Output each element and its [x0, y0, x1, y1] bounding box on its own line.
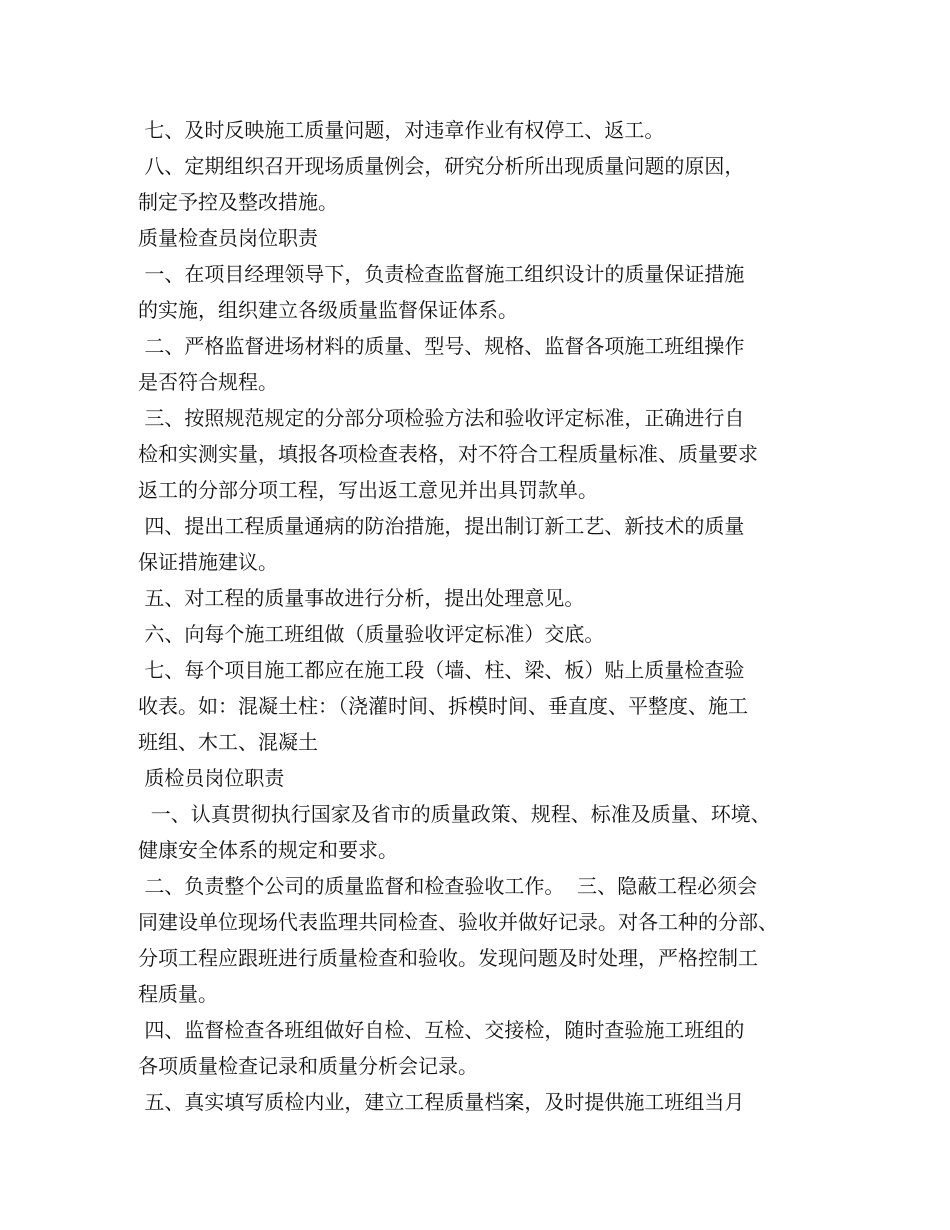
text-line: 三、按照规范规定的分部分项检验方法和验收评定标准，正确进行自 [138, 406, 745, 430]
section-heading: 质量检查员岗位职责 [138, 226, 318, 250]
text-line: 一、认真贯彻执行国家及省市的质量政策、规程、标准及质量、环境、 [138, 802, 771, 826]
text-line: 收表。如：混凝土柱：（浇灌时间、拆模时间、垂直度、平整度、施工 [138, 694, 748, 718]
text-line: 八、定期组织召开现场质量例会，研究分析所出现质量问题的原因， [138, 154, 745, 178]
text-line: 健康安全体系的规定和要求。 [138, 838, 398, 862]
text-line: 五、真实填写质检内业，建立工程质量档案，及时提供施工班组当月 [138, 1090, 745, 1114]
text-line: 六、向每个施工班组做（质量验收评定标准）交底。 [138, 622, 605, 646]
text-line: 检和实测实量，填报各项检查表格，对不符合工程质量标准、质量要求 [138, 442, 758, 466]
text-line: 保证措施建议。 [138, 550, 278, 574]
text-line: 七、每个项目施工都应在施工段（墙、柱、梁、板）贴上质量检查验 [138, 658, 745, 682]
section-heading: 质检员岗位职责 [138, 766, 285, 790]
text-line: 一、在项目经理领导下，负责检查监督施工组织设计的质量保证措施 [138, 262, 745, 286]
text-line: 程质量。 [138, 982, 218, 1006]
text-line: 五、对工程的质量事故进行分析，提出处理意见。 [138, 586, 585, 610]
text-line: 分项工程应跟班进行质量检查和验收。发现问题及时处理，严格控制工 [138, 946, 758, 970]
text-line: 同建设单位现场代表监理共同检查、验收并做好记录。对各工种的分部、 [138, 910, 778, 934]
text-line: 四、提出工程质量通病的防治措施，提出制订新工艺、新技术的质量 [138, 514, 745, 538]
text-line: 制定予控及整改措施。 [138, 190, 338, 214]
text-line: 二、负责整个公司的质量监督和检查验收工作。 三、隐蔽工程必须会 [138, 874, 758, 898]
text-line: 是否符合规程。 [138, 370, 278, 394]
text-line: 七、及时反映施工质量问题，对违章作业有权停工、返工。 [138, 118, 665, 142]
text-line: 班组、木工、混凝土 [138, 730, 318, 754]
text-line: 返工的分部分项工程，写出返工意见并出具罚款单。 [138, 478, 598, 502]
text-line: 四、监督检查各班组做好自检、互检、交接检，随时查验施工班组的 [138, 1018, 745, 1042]
text-line: 各项质量检查记录和质量分析会记录。 [138, 1054, 478, 1078]
text-line: 二、严格监督进场材料的质量、型号、规格、监督各项施工班组操作 [138, 334, 745, 358]
text-line: 的实施，组织建立各级质量监督保证体系。 [138, 298, 518, 322]
